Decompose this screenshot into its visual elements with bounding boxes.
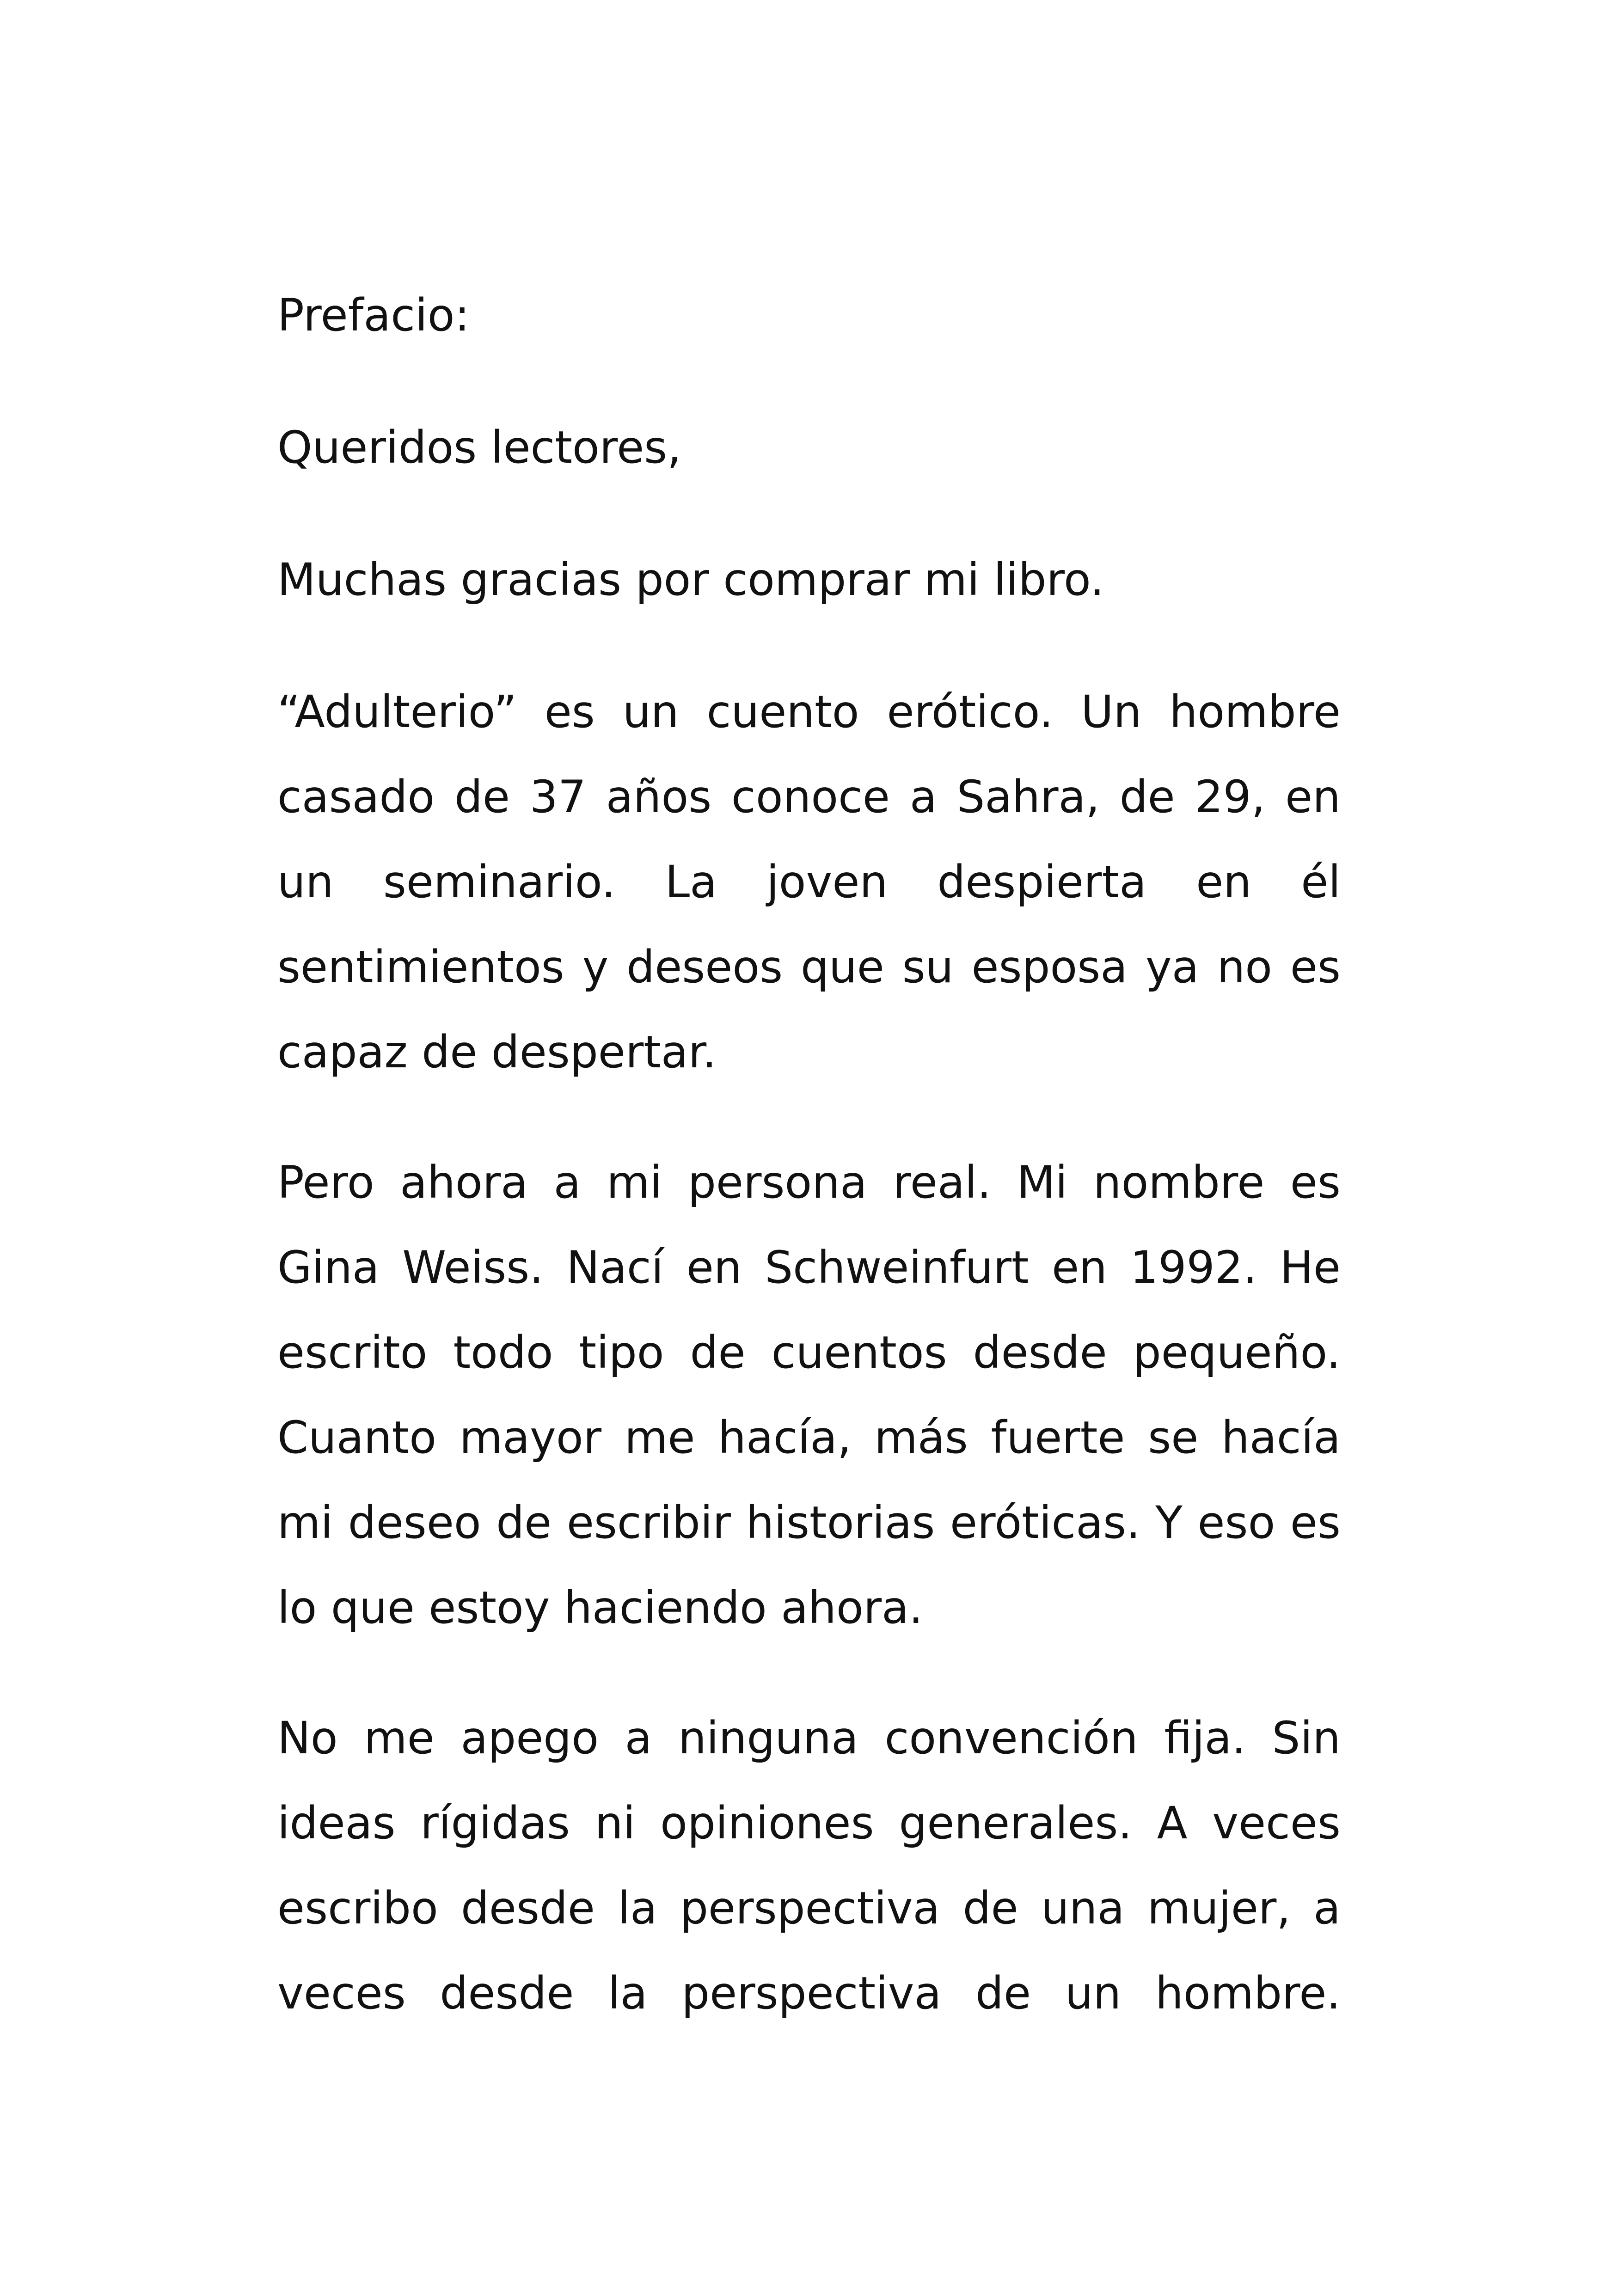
paragraph-author-bio: Pero ahora a mi persona real. Mi nombre es Gina Weiss. Nací en Schweinfurt en 1992. He escrito todo tipo de cuentos desde pequeño. Cuanto mayor me hacía, más fuerte se hacía mi deseo de escribir historias eróticas. Y eso es lo que estoy haciendo ahora. bbox=[277, 1157, 1341, 1634]
preface-title: Prefacio: bbox=[277, 289, 470, 341]
thanks-line: Muchas gracias por comprar mi libro. bbox=[277, 554, 1104, 606]
paragraph-book-summary: “Adulterio” es un cuento erótico. Un hombre casado de 37 años conoce a Sahra, de 29, en un seminario. La joven despierta en él sentimientos y deseos que su esposa ya no es capaz de despertar. bbox=[277, 686, 1341, 1078]
salutation: Queridos lectores, bbox=[277, 422, 681, 473]
paragraph-writing-style: No me apego a ninguna convención fija. Sin ideas rígidas ni opiniones generales. A veces escribo desde la perspectiva de una mujer, a veces desde la perspectiva de un hombre. bbox=[277, 1712, 1341, 2019]
